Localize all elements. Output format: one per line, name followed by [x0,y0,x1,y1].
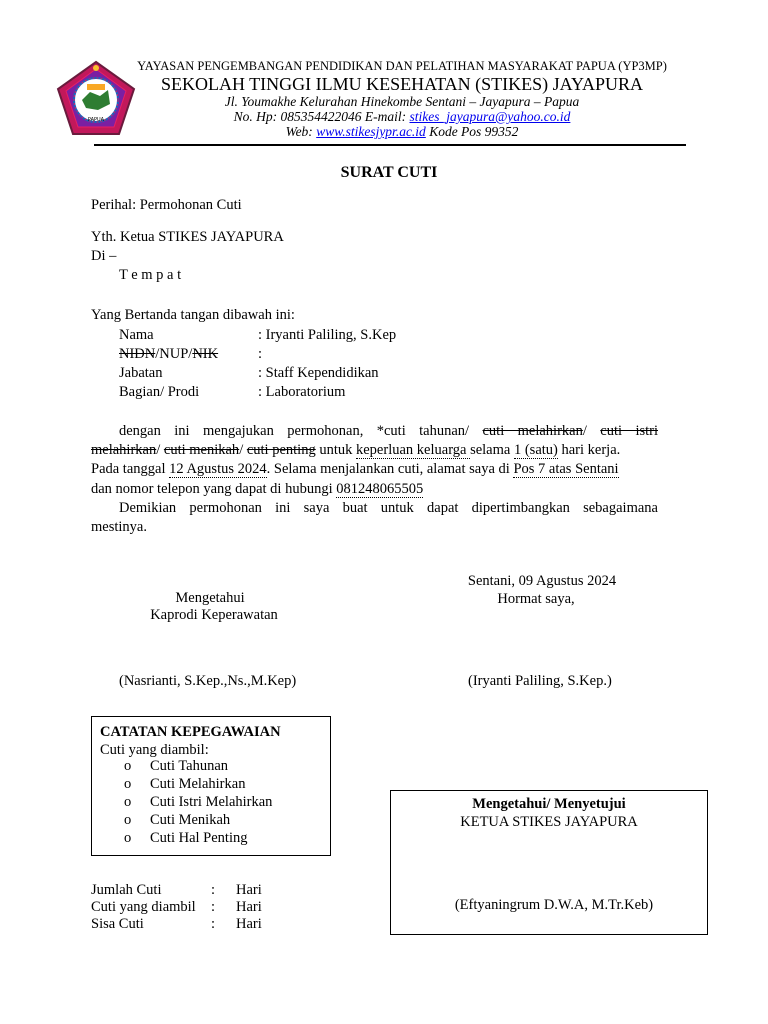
option-melahirkan: melahirkan [91,442,157,458]
header-contact [110,109,694,125]
body-line-4 [91,480,423,499]
approval-title: Mengetahui/ Menyetujui [472,796,626,812]
body-line-6: mestinya. [91,519,147,535]
list-item [124,811,272,829]
option-cuti-penting: cuti penting [246,442,316,458]
body-text: selama [470,442,514,458]
id-label-nup: /NUP/ [155,346,193,362]
logo-text: PAPUA [87,117,105,123]
option-cuti-menikah: cuti menikah [163,442,240,458]
contact-phone: 081248065505 [336,481,424,497]
sign-left-name: (Nasrianti, S.Kep.,Ns.,M.Kep) [119,673,297,689]
summary-row-sep: : [211,882,216,898]
summary-row-label: Sisa Cuti [91,916,144,932]
body-text: . Selama menjalankan cuti, alamat saya di [266,461,514,477]
list-item [124,793,272,811]
leave-type-label: Cuti Melahirkan [150,776,246,792]
bullet-icon: o [124,776,132,792]
bullet-icon: o [124,830,132,846]
sign-place-date: Sentani, 09 Agustus 2024 [467,573,617,589]
leave-purpose: keperluan keluarga [356,442,471,458]
header-web [110,124,694,140]
recipient-line-1: Yth. Ketua STIKES JAYAPURA [91,229,284,245]
body-line-3 [91,460,658,479]
list-item [124,775,272,793]
body-text: / [156,442,164,458]
approval-subtitle: KETUA STIKES JAYAPURA [460,814,638,830]
field-bagian-label: Bagian/ Prodi [119,384,200,400]
leave-type-label: Cuti Istri Melahirkan [150,794,273,810]
header-postcode: Kode Pos 99352 [425,124,519,139]
summary-row-value: Hari [236,916,262,932]
body-text: Pada tanggal [91,461,170,477]
field-nama-value: : Iryanti Paliling, S.Kep [258,327,397,343]
document-title: SURAT CUTI [340,164,438,181]
approval-box [390,790,708,935]
sign-right-name: (Iryanti Paliling, S.Kep.) [468,673,612,689]
body-text: dan nomor telepon yang dapat di hubungi [91,481,337,497]
header-foundation: YAYASAN PENGEMBANGAN PENDIDIKAN DAN PELATIHAN MASYARAKAT PAPUA (YP3MP) [137,59,667,73]
summary-row-value: Hari [236,882,262,898]
header-divider [94,144,686,146]
summary-row-label: Cuti yang diambil [91,899,196,915]
summary-row-label: Jumlah Cuti [91,882,162,898]
leave-date: 12 Agustus 2024 [169,461,267,477]
catatan-title: CATATAN KEPEGAWAIAN [100,724,281,740]
sign-regards: Hormat saya, [497,591,575,607]
header-web-prefix: Web: [285,124,317,139]
header-phone: No. Hp: 085354422046 E-mail: [233,109,410,124]
body-text: untuk [315,442,356,458]
field-jabatan-label: Jabatan [119,365,163,381]
header-email-link[interactable]: stikes_jayapura@yahoo.co.id [409,109,571,124]
field-id-label [119,345,218,364]
sign-left-title-2: Kaprodi Keperawatan [150,607,278,623]
summary-row-value: Hari [236,899,262,915]
bullet-icon: o [124,812,132,828]
header-address: Jl. Youmakhe Kelurahan Hinekombe Sentani – Jayapura – Papua [224,94,580,109]
list-item [124,829,272,847]
intro-line: Yang Bertanda tangan dibawah ini: [91,307,295,323]
body-text: / [239,442,247,458]
header-school-name: SEKOLAH TINGGI ILMU KESEHATAN (STIKES) JAYAPURA [160,74,644,94]
summary-row-sep: : [211,899,216,915]
body-line-2 [91,441,658,460]
field-id-value: : [258,346,263,362]
bullet-icon: o [124,758,132,774]
recipient-line-2: Di – [91,248,117,264]
leave-type-list [124,757,272,847]
field-jabatan-value: : Staff Kependidikan [258,365,379,381]
catatan-subtitle: Cuti yang diambil: [100,742,209,758]
leave-duration: 1 (satu) [513,442,558,458]
list-item [124,757,272,775]
body-text: hari kerja. [557,442,621,458]
body-text: dengan ini mengajukan permohonan, *cuti tahunan/ [119,423,483,439]
header-web-link[interactable]: www.stikesjypr.ac.id [316,124,426,139]
id-label-nidn: NIDN [119,346,156,362]
sign-left-title-1: Mengetahui [175,590,245,606]
leave-address: Pos 7 atas Sentani [513,461,619,477]
body-text: / [582,423,601,439]
body-line-1 [119,422,658,441]
option-cuti-melahirkan: cuti melahirkan [482,423,583,439]
summary-row-sep: : [211,916,216,932]
option-cuti-istri: cuti istri [600,423,658,439]
field-bagian-value: : Laboratorium [258,384,346,400]
leave-type-label: Cuti Hal Penting [150,830,248,846]
bullet-icon: o [124,794,132,810]
field-nama-label: Nama [119,327,154,343]
leave-type-label: Cuti Menikah [150,812,231,828]
body-line-5: Demikian permohonan ini saya buat untuk dapat dipertimbangkan sebagaimana [119,500,658,516]
subject-line: Perihal: Permohonan Cuti [91,197,242,213]
approval-name: (Eftyaningrum D.W.A, M.Tr.Keb) [454,897,654,913]
recipient-line-3: T e m p a t [119,267,182,283]
id-label-nik: NIK [192,346,219,362]
catatan-kepegawaian-box [91,716,331,856]
leave-type-label: Cuti Tahunan [150,758,229,774]
